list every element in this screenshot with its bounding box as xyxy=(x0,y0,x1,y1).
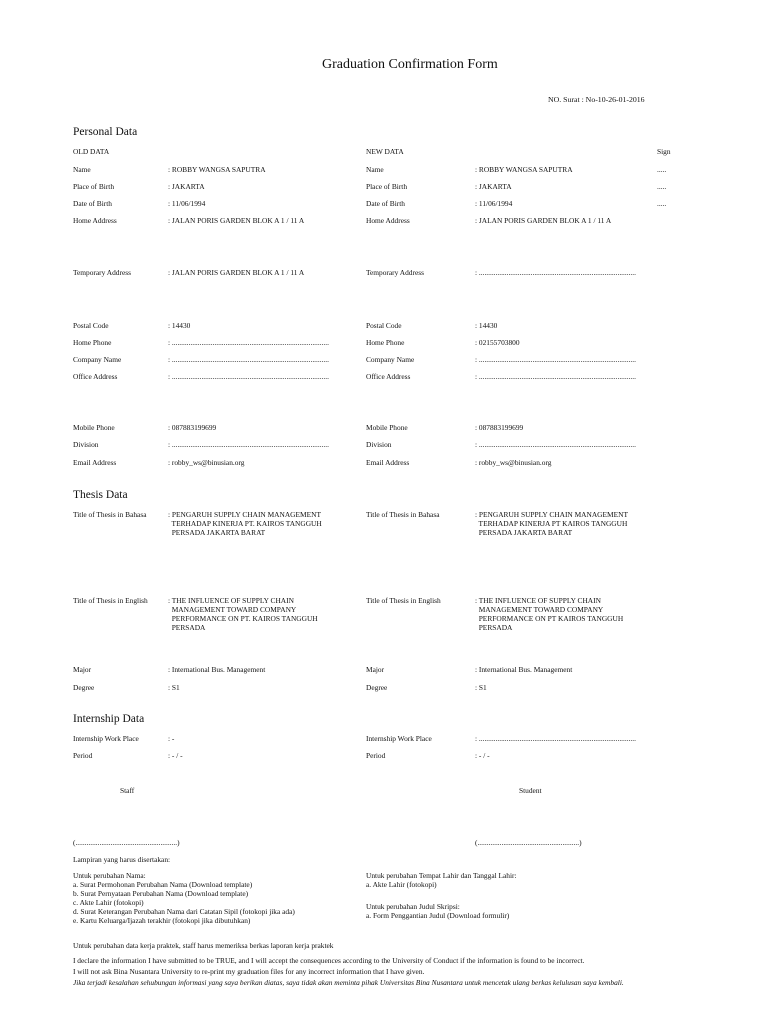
workplace-label-old: Internship Work Place xyxy=(73,734,139,743)
title-bahasa-label-new: Title of Thesis in Bahasa xyxy=(366,510,440,519)
email-label-old: Email Address xyxy=(73,458,117,467)
staff-label: Staff xyxy=(120,786,135,795)
new-name-value: : ROBBY WANGSA SAPUTRA xyxy=(475,165,573,174)
name-label-old: Name xyxy=(73,165,91,174)
form-title: Graduation Confirmation Form xyxy=(322,57,498,72)
new-workplace-value: : ..................................................................................... xyxy=(475,734,636,743)
home-address-label-old: Home Address xyxy=(73,216,117,225)
declaration-line-3: Jika terjadi kesalahan sehubungan informasi yang saya berikan diatas, saya tidak akan meminta pihak Universitas Bina Nusantara untuk mencetak ulang berkas kelulusan saya kembali. xyxy=(73,978,624,987)
old-name-value: : ROBBY WANGSA SAPUTRA xyxy=(168,165,266,174)
name-label-new: Name xyxy=(366,165,384,174)
new-mobile-value: : 087883199699 xyxy=(475,423,524,432)
new-title-english-value: : THE INFLUENCE OF SUPPLY CHAIN MANAGEMENT TOWARD COMPANY PERFORMANCE ON PT KAIROS TANGGUH PERSADA xyxy=(475,596,624,632)
new-division-value: : ..................................................................................... xyxy=(475,440,636,449)
major-label-new: Major xyxy=(366,665,385,674)
attachments-internship-note: Untuk perubahan data kerja praktek, staff harus memeriksa berkas laporan kerja praktek xyxy=(73,941,334,950)
company-label-old: Company Name xyxy=(73,355,122,364)
period-label-old: Period xyxy=(73,751,93,760)
degree-label-old: Degree xyxy=(73,683,95,692)
old-data-label: OLD DATA xyxy=(73,147,110,156)
home-phone-label-new: Home Phone xyxy=(366,338,405,347)
new-data-label: NEW DATA xyxy=(366,147,404,156)
period-label-new: Period xyxy=(366,751,386,760)
home-phone-label-old: Home Phone xyxy=(73,338,112,347)
new-title-bahasa-value: : PENGARUH SUPPLY CHAIN MANAGEMENT TERHADAP KINERJA PT KAIROS TANGGUH PERSADA JAKARTA BARAT xyxy=(475,510,628,537)
new-postal-value: : 14430 xyxy=(475,321,498,330)
old-degree-value: : S1 xyxy=(168,683,180,692)
old-home-phone-value: : ..................................................................................... xyxy=(168,338,329,347)
new-email-value: : robby_ws@binusian.org xyxy=(475,458,552,467)
new-degree-value: : S1 xyxy=(475,683,487,692)
old-pob-value: : JAKARTA xyxy=(168,182,205,191)
old-company-value: : ..................................................................................... xyxy=(168,355,329,364)
new-home-phone-value: : 02155703800 xyxy=(475,338,520,347)
new-home-address-value: : JALAN PORIS GARDEN BLOK A 1 / 11 A xyxy=(475,216,612,225)
attachments-name-change: Untuk perubahan Nama: a. Surat Permohonan Perubahan Nama (Download template) b. Surat Pernyataan Perubahan Nama (Download template) c. Akte Lahir (fotokopi) d. Surat Keterangan Perubahan Nama dari Catatan Sipil (fotokopi jika ada) e. Kartu Keluarga/Ijazah terakhir (fotokopi jika dibutuhkan) xyxy=(73,871,295,925)
office-label-new: Office Address xyxy=(366,372,411,381)
old-title-bahasa-value: : PENGARUH SUPPLY CHAIN MANAGEMENT TERHADAP KINERJA PT. KAIROS TANGGUH PERSADA JAKARTA BARAT xyxy=(168,510,322,537)
title-english-label-old: Title of Thesis in English xyxy=(73,596,148,605)
old-office-value: : ..................................................................................... xyxy=(168,372,329,381)
old-division-value: : ..................................................................................... xyxy=(168,440,329,449)
office-label-old: Office Address xyxy=(73,372,118,381)
old-temp-address-value: : JALAN PORIS GARDEN BLOK A 1 / 11 A xyxy=(168,268,305,277)
sign-label: Sign xyxy=(657,147,671,156)
old-email-value: : robby_ws@binusian.org xyxy=(168,458,245,467)
new-company-value: : ..................................................................................... xyxy=(475,355,636,364)
staff-signature-line: (.......................................................) xyxy=(73,838,180,847)
sign-pob: ..... xyxy=(657,182,667,191)
old-home-address-value: : JALAN PORIS GARDEN BLOK A 1 / 11 A xyxy=(168,216,305,225)
declaration-line-1: I declare the information I have submitted to be TRUE, and I will accept the consequences according to the University of Conduct if the information is found to be incorrect. xyxy=(73,956,585,965)
student-label: Student xyxy=(519,786,542,795)
new-major-value: : International Bus. Management xyxy=(475,665,573,674)
sign-dob: ..... xyxy=(657,199,667,208)
temp-address-label-new: Temporary Address xyxy=(366,268,424,277)
degree-label-new: Degree xyxy=(366,683,388,692)
declaration-line-2: I will not ask Bina Nusantara University to re-print my graduation files for any incorrect information that I have given. xyxy=(73,967,425,976)
old-postal-value: : 14430 xyxy=(168,321,191,330)
mobile-label-new: Mobile Phone xyxy=(366,423,408,432)
dob-label-new: Date of Birth xyxy=(366,199,405,208)
postal-label-new: Postal Code xyxy=(366,321,402,330)
email-label-new: Email Address xyxy=(366,458,410,467)
attachments-intro: Lampiran yang harus disertakan: xyxy=(73,855,171,864)
student-signature-line: (.......................................................) xyxy=(475,838,582,847)
new-dob-value: : 11/06/1994 xyxy=(475,199,513,208)
attachments-thesis-change: Untuk perubahan Judul Skripsi: a. Form Penggantian Judul (Download formulir) xyxy=(366,902,510,920)
postal-label-old: Postal Code xyxy=(73,321,109,330)
old-title-english-value: : THE INFLUENCE OF SUPPLY CHAIN MANAGEMENT TOWARD COMPANY PERFORMANCE ON PT. KAIROS TANGGUH PERSADA xyxy=(168,596,318,632)
major-label-old: Major xyxy=(73,665,92,674)
old-workplace-value: : - xyxy=(168,734,175,743)
old-period-value: : - / - xyxy=(168,751,183,760)
old-dob-value: : 11/06/1994 xyxy=(168,199,206,208)
company-label-new: Company Name xyxy=(366,355,415,364)
title-bahasa-label-old: Title of Thesis in Bahasa xyxy=(73,510,147,519)
new-period-value: : - / - xyxy=(475,751,490,760)
sign-name: ..... xyxy=(657,165,667,174)
dob-label-old: Date of Birth xyxy=(73,199,112,208)
new-pob-value: : JAKARTA xyxy=(475,182,512,191)
personal-data-heading: Personal Data xyxy=(73,126,138,138)
new-office-value: : ..................................................................................... xyxy=(475,372,636,381)
title-english-label-new: Title of Thesis in English xyxy=(366,596,441,605)
temp-address-label-old: Temporary Address xyxy=(73,268,131,277)
home-address-label-new: Home Address xyxy=(366,216,410,225)
new-temp-address-value: : ..................................................................................... xyxy=(475,268,636,277)
old-major-value: : International Bus. Management xyxy=(168,665,266,674)
old-mobile-value: : 087883199699 xyxy=(168,423,217,432)
mobile-label-old: Mobile Phone xyxy=(73,423,115,432)
pob-label-old: Place of Birth xyxy=(73,182,115,191)
division-label-new: Division xyxy=(366,440,392,449)
pob-label-new: Place of Birth xyxy=(366,182,408,191)
attachments-birth-change: Untuk perubahan Tempat Lahir dan Tanggal Lahir: a. Akte Lahir (fotokopi) xyxy=(366,871,517,889)
division-label-old: Division xyxy=(73,440,99,449)
thesis-data-heading: Thesis Data xyxy=(73,489,128,501)
letter-number: NO. Surat : No-10-26-01-2016 xyxy=(548,95,645,104)
internship-data-heading: Internship Data xyxy=(73,713,145,725)
workplace-label-new: Internship Work Place xyxy=(366,734,432,743)
